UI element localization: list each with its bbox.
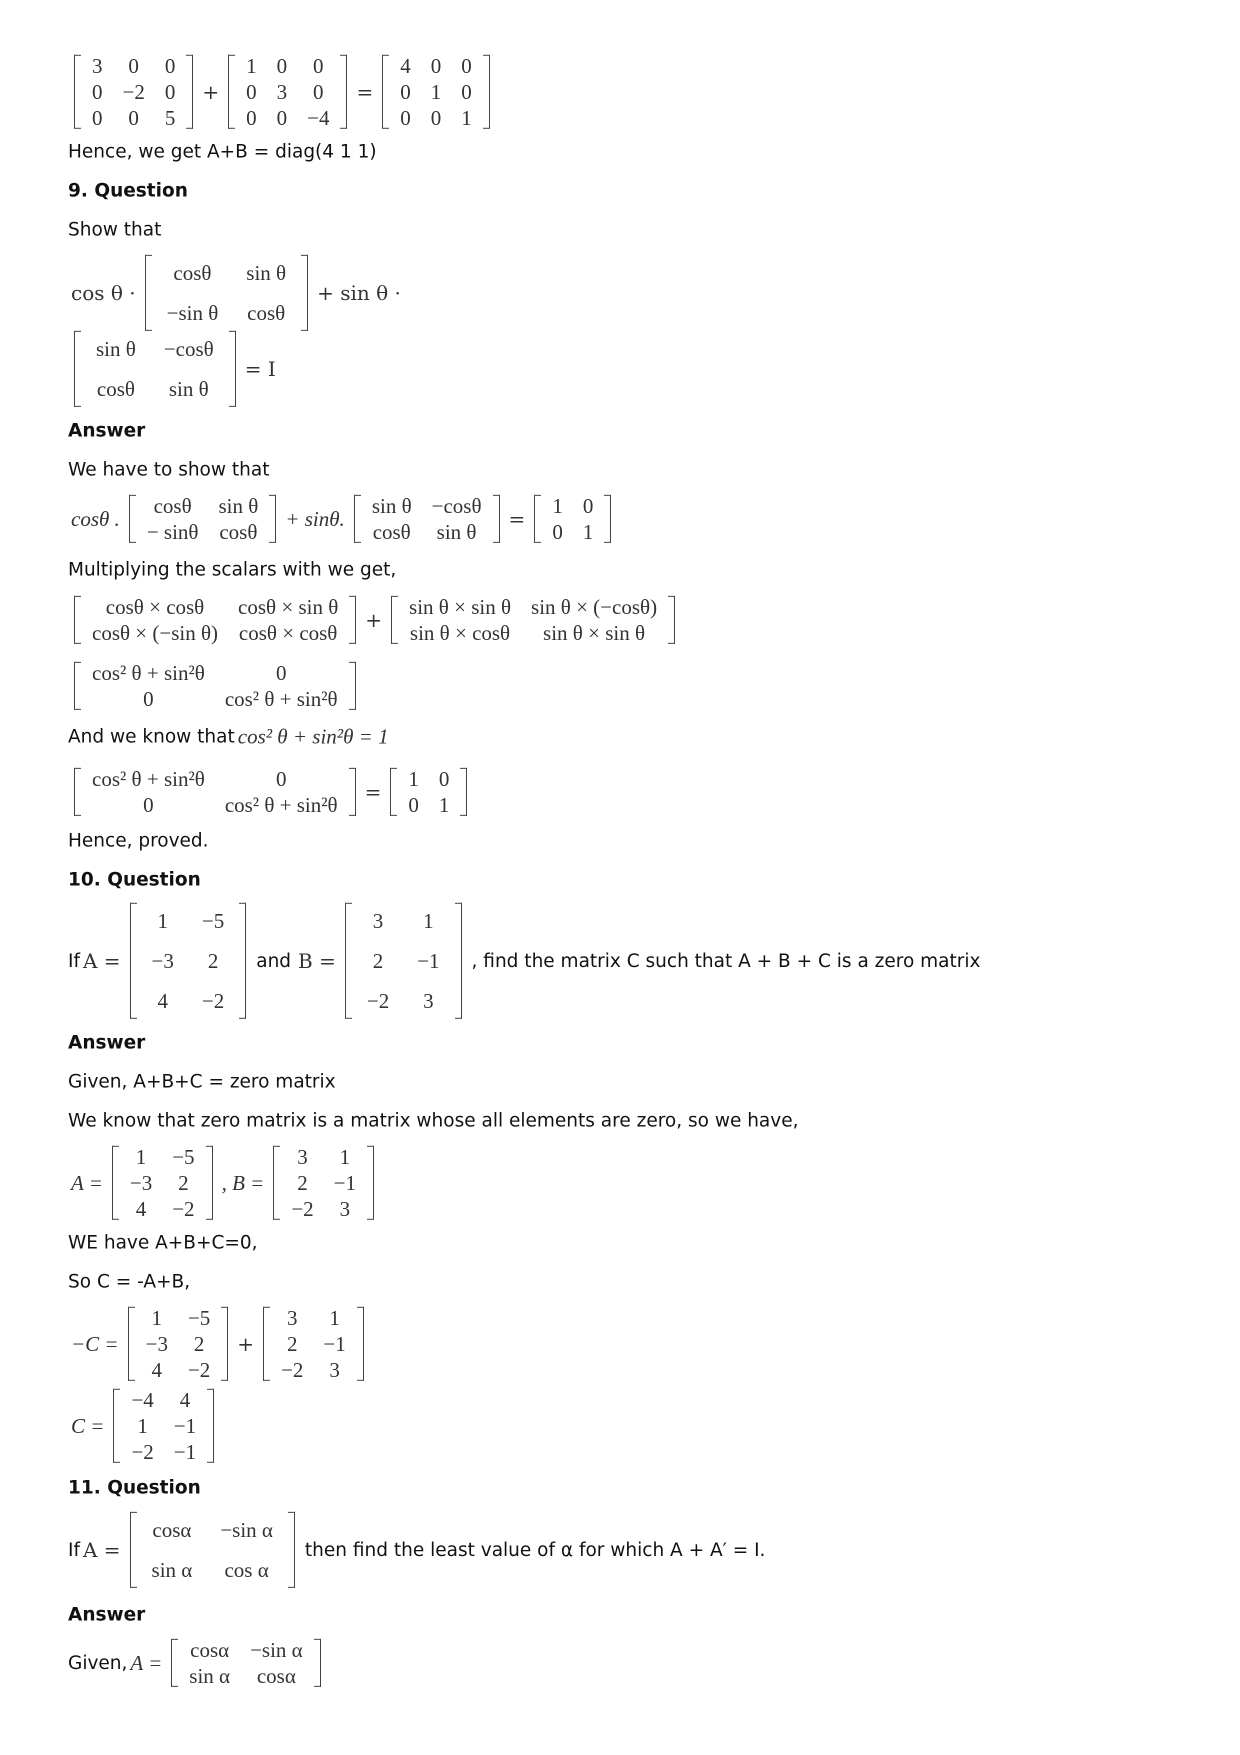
text-run: , find the matrix C such that A + B + C is a zero matrix <box>471 950 981 972</box>
matrix-cell: 3 <box>276 79 288 104</box>
matrix <box>129 493 277 545</box>
math-expression: + sin θ · <box>317 281 401 305</box>
math-expression: , B = <box>221 1170 265 1195</box>
math-expression: + sinθ. <box>285 506 345 531</box>
text-run: Answer <box>68 420 146 442</box>
paragraph <box>68 831 209 852</box>
text-run: Answer <box>68 1032 146 1054</box>
matrix-cell: 0 <box>408 793 419 817</box>
text-run: If <box>68 950 80 972</box>
paragraph <box>68 220 161 241</box>
matrix-cell: 0 <box>400 79 411 104</box>
matrix <box>273 1144 374 1222</box>
matrix-cell: −1 <box>323 1331 346 1356</box>
matrix-cell: 4 <box>135 1197 147 1222</box>
matrix-cell: 1 <box>137 1413 148 1438</box>
matrix-cell: 1 <box>339 1144 351 1169</box>
matrix-cell: 3 <box>372 908 384 933</box>
text-run: then find the least value of α for which A + A′ = I. <box>304 1539 766 1561</box>
section-heading <box>68 181 188 202</box>
math-expression: C = <box>71 1413 105 1438</box>
matrix-cell: cosθ <box>173 260 212 285</box>
matrix-cell: 0 <box>461 79 472 104</box>
matrix-cell: cos α <box>224 1558 269 1582</box>
matrix-cell: 1 <box>430 79 442 104</box>
matrix-cell: 0 <box>313 53 324 78</box>
math-expression: cos² θ + sin²θ = 1 <box>237 724 389 749</box>
matrix-cell: −3 <box>151 948 174 973</box>
matrix-cell: −2 <box>201 989 225 1014</box>
matrix-cell: −2 <box>172 1197 195 1222</box>
matrix <box>263 1305 364 1383</box>
paragraph <box>68 1637 327 1689</box>
text-run: Answer <box>68 1604 146 1626</box>
math-equation <box>68 766 473 818</box>
matrix-cell: 0 <box>438 766 450 791</box>
text-run: WE have A+B+C=0, <box>68 1232 258 1254</box>
math-expression: + <box>202 79 220 104</box>
matrix-cell: cosα <box>152 1517 192 1542</box>
matrix-cell: 0 <box>430 106 442 131</box>
matrix-cell: −5 <box>187 1305 211 1330</box>
matrix-cell: 3 <box>423 989 434 1014</box>
matrix-cell: cosθ <box>372 520 411 544</box>
math-expression: A = <box>71 1170 103 1195</box>
section-heading <box>68 870 201 891</box>
matrix-cell: −cosθ <box>431 493 482 518</box>
math-expression: A = <box>82 948 121 973</box>
matrix-cell: 3 <box>329 1358 340 1383</box>
matrix-cell: 0 <box>128 106 139 131</box>
matrix-cell: cos² θ + sin²θ <box>224 793 338 817</box>
text-run: And we know that <box>68 726 235 748</box>
matrix-cell: sin θ × sin θ <box>409 594 512 619</box>
paragraph <box>68 1510 769 1590</box>
matrix-cell: 0 <box>276 53 288 78</box>
matrix <box>391 594 675 646</box>
matrix-cell: sin θ <box>246 260 287 285</box>
matrix <box>171 1637 320 1689</box>
matrix-cell: 2 <box>207 948 219 973</box>
matrix-cell: sin θ <box>436 520 477 544</box>
matrix-cell: 1 <box>135 1144 147 1169</box>
math-expression: + <box>365 608 383 632</box>
matrix <box>130 1510 295 1590</box>
matrix-cell: sin α <box>189 1664 231 1688</box>
matrix-cell: 2 <box>193 1331 205 1356</box>
matrix-cell: cosθ × cosθ <box>105 594 205 619</box>
matrix-cell: 5 <box>164 106 176 131</box>
math-expression: + <box>237 1331 255 1356</box>
matrix <box>74 594 356 646</box>
matrix-cell: cosα <box>190 1637 230 1662</box>
matrix <box>74 660 356 712</box>
math-equation <box>68 253 404 333</box>
matrix-cell: 0 <box>582 493 594 518</box>
math-expression: cosθ . <box>71 506 120 531</box>
math-equation <box>68 1144 380 1222</box>
matrix <box>228 53 347 131</box>
matrix <box>74 53 193 131</box>
math-equation <box>68 1387 220 1465</box>
matrix-cell: cosθ × sin θ <box>238 594 339 619</box>
math-expression: = <box>364 780 382 804</box>
matrix-cell: 2 <box>286 1331 298 1356</box>
matrix-cell: 1 <box>438 793 450 817</box>
matrix-cell: −4 <box>307 106 330 131</box>
section-heading <box>68 421 145 442</box>
matrix-cell: 0 <box>128 53 139 78</box>
matrix-cell: sin θ <box>371 493 412 518</box>
matrix-cell: 1 <box>423 908 434 933</box>
matrix-cell: 0 <box>313 79 324 104</box>
matrix-cell: 0 <box>164 79 176 104</box>
matrix-cell: −5 <box>201 908 225 933</box>
text-run: and <box>256 950 292 972</box>
section-heading <box>68 1478 201 1499</box>
math-expression: = I <box>244 357 276 381</box>
matrix-cell: cosθ <box>153 493 192 518</box>
matrix-cell: 3 <box>339 1197 351 1222</box>
matrix-cell: 0 <box>92 79 103 104</box>
paragraph <box>68 1111 798 1132</box>
matrix-cell: 0 <box>143 793 154 817</box>
matrix <box>128 1305 229 1383</box>
text-run: Given, A+B+C = zero matrix <box>68 1071 336 1093</box>
text-run: If <box>68 1539 80 1561</box>
matrix-cell: sin θ <box>218 493 259 518</box>
math-expression: A = <box>82 1538 121 1562</box>
matrix <box>145 253 309 333</box>
matrix <box>74 329 236 409</box>
matrix-cell: −2 <box>187 1358 211 1383</box>
matrix-cell: 1 <box>246 53 257 78</box>
text-run: Given, <box>68 1652 128 1674</box>
text-run: So C = -A+B, <box>68 1271 191 1293</box>
matrix-cell: 0 <box>430 53 442 78</box>
matrix-cell: 0 <box>276 106 288 131</box>
matrix-cell: −2 <box>281 1358 304 1383</box>
matrix-cell: cosθ × cosθ <box>238 621 338 645</box>
matrix-cell: − sinθ <box>146 520 199 544</box>
matrix-cell: −2 <box>291 1197 314 1222</box>
matrix <box>534 493 611 545</box>
matrix <box>74 766 356 818</box>
matrix-cell: sin θ × (−cosθ) <box>531 594 658 619</box>
matrix-cell: 3 <box>92 53 103 78</box>
matrix-cell: cos² θ + sin²θ <box>92 766 205 791</box>
matrix-cell: cosθ <box>247 301 286 325</box>
matrix-cell: 0 <box>275 766 287 791</box>
math-equation <box>68 660 362 712</box>
math-equation <box>68 594 681 646</box>
matrix-cell: 0 <box>246 106 257 131</box>
section-heading <box>68 1605 145 1626</box>
matrix <box>130 901 247 1021</box>
matrix-cell: −sin α <box>220 1517 273 1542</box>
paragraph <box>68 560 396 581</box>
matrix <box>113 1387 214 1465</box>
matrix-cell: cosα <box>256 1664 296 1688</box>
paragraph <box>68 901 984 1021</box>
matrix-cell: 4 <box>400 53 411 78</box>
matrix-cell: −1 <box>333 1170 356 1195</box>
matrix-cell: 1 <box>408 766 419 791</box>
matrix-cell: 0 <box>164 53 176 78</box>
paragraph <box>68 1272 190 1293</box>
text-run: We have to show that <box>68 459 270 481</box>
matrix-cell: −sin α <box>250 1637 303 1662</box>
matrix-cell: 4 <box>151 1358 163 1383</box>
matrix-cell: 4 <box>157 989 168 1014</box>
matrix-cell: −1 <box>417 948 440 973</box>
matrix-cell: 2 <box>372 948 384 973</box>
matrix-cell: −4 <box>131 1387 154 1412</box>
matrix-cell: 2 <box>297 1170 308 1195</box>
matrix-cell: cos² θ + sin²θ <box>92 660 205 685</box>
math-expression: A = <box>130 1650 163 1675</box>
matrix-cell: sin θ × sin θ <box>543 621 646 645</box>
matrix-cell: sin θ <box>168 377 209 401</box>
text-run: Hence, we get A+B = diag(4 1 1) <box>68 141 377 163</box>
math-expression: −C = <box>71 1331 119 1356</box>
math-equation <box>68 53 496 131</box>
text-run: 11. Question <box>68 1477 201 1499</box>
paragraph <box>68 725 392 750</box>
matrix-cell: 0 <box>143 687 154 711</box>
matrix-cell: 1 <box>552 493 563 518</box>
matrix <box>112 1144 213 1222</box>
matrix-cell: cosθ × (−sin θ) <box>92 621 219 645</box>
matrix-cell: 0 <box>246 79 257 104</box>
matrix-cell: 4 <box>179 1387 191 1412</box>
matrix <box>390 766 467 818</box>
paragraph <box>68 460 269 481</box>
matrix-cell: cosθ <box>219 520 258 544</box>
math-equation <box>68 493 617 545</box>
matrix-cell: 3 <box>297 1144 308 1169</box>
matrix <box>345 901 462 1021</box>
math-expression: = <box>508 507 526 531</box>
text-run: 10. Question <box>68 869 201 891</box>
matrix-cell: −sin θ <box>166 301 219 325</box>
matrix <box>382 53 490 131</box>
matrix-cell: 1 <box>582 520 594 544</box>
matrix-cell: sin α <box>151 1558 193 1582</box>
matrix-cell: 0 <box>461 53 472 78</box>
text-run: 9. Question <box>68 180 188 202</box>
text-run: Multiplying the scalars with we get, <box>68 559 397 581</box>
matrix-cell: sin θ <box>96 336 136 361</box>
matrix-cell: −5 <box>172 1144 195 1169</box>
matrix-cell: 1 <box>329 1305 340 1330</box>
matrix-cell: −1 <box>173 1440 197 1465</box>
matrix-cell: −cosθ <box>163 336 214 361</box>
math-equation <box>68 329 279 409</box>
matrix-cell: 1 <box>461 106 472 131</box>
text-run: We know that zero matrix is a matrix whose all elements are zero, so we have, <box>68 1110 799 1132</box>
math-expression: cos θ · <box>71 281 136 305</box>
paragraph <box>68 1072 336 1093</box>
matrix-cell: 1 <box>151 1305 163 1330</box>
paragraph <box>68 142 377 163</box>
matrix <box>354 493 500 545</box>
matrix-cell: −3 <box>145 1331 168 1356</box>
matrix-cell: 0 <box>400 106 411 131</box>
matrix-cell: cos² θ + sin²θ <box>224 687 338 711</box>
text-run: Hence, proved. <box>68 830 209 852</box>
matrix-cell: sin θ × cosθ <box>409 621 511 645</box>
matrix-cell: 0 <box>275 660 287 685</box>
matrix-cell: −3 <box>129 1170 153 1195</box>
matrix-cell: −2 <box>366 989 390 1014</box>
paragraph <box>68 1233 258 1254</box>
math-expression: B = <box>298 948 336 973</box>
matrix-cell: cosθ <box>96 377 135 401</box>
math-expression: = <box>356 79 374 104</box>
text-run: Show that <box>68 219 162 241</box>
section-heading <box>68 1033 145 1054</box>
matrix-cell: 3 <box>286 1305 298 1330</box>
matrix-cell: 0 <box>552 520 563 544</box>
matrix-cell: 2 <box>178 1170 189 1195</box>
matrix-cell: −2 <box>122 79 145 104</box>
matrix-cell: 0 <box>92 106 103 131</box>
matrix-cell: −1 <box>173 1413 197 1438</box>
matrix-cell: 1 <box>157 908 168 933</box>
matrix-cell: −2 <box>131 1440 154 1465</box>
math-equation <box>68 1305 370 1383</box>
